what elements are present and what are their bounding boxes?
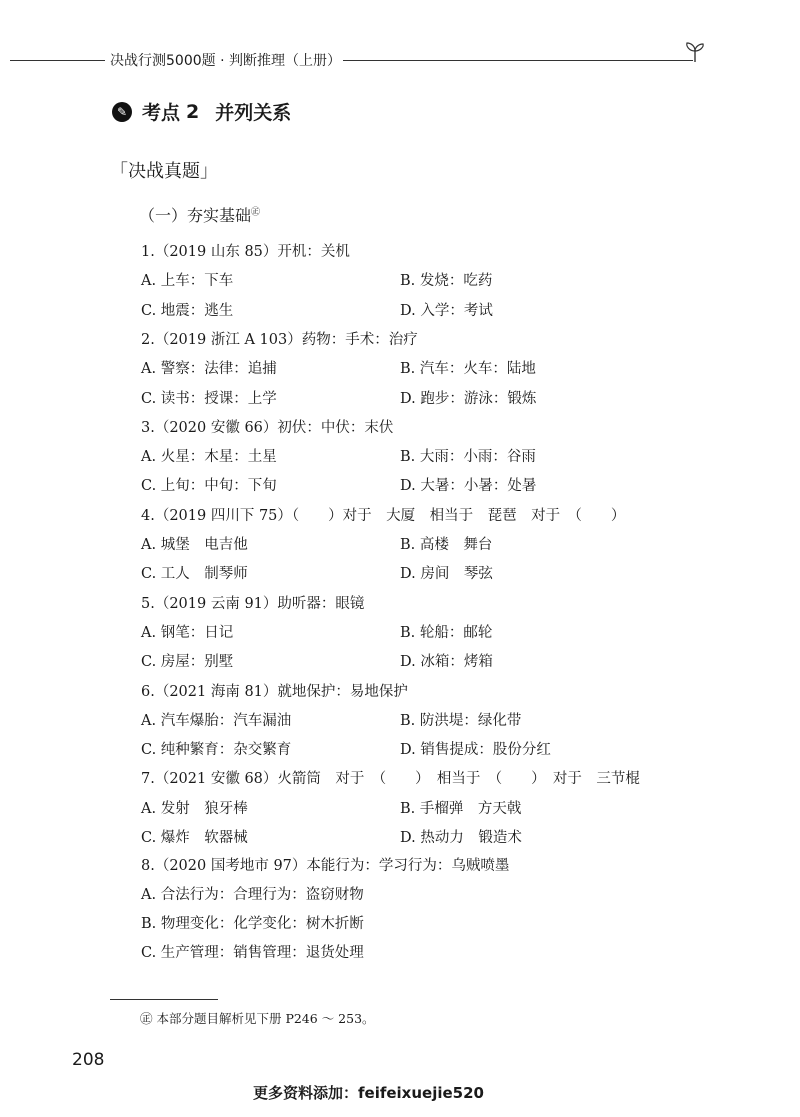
note-mark: ㊣ [251, 207, 261, 218]
option-a: A. 城堡 电吉他 [141, 537, 248, 553]
option-c: C. 上旬：中旬：下旬 [141, 478, 277, 495]
option-c: C. 房屋：别墅 [141, 654, 234, 671]
option-d: D. 热动力 锻造术 [400, 830, 522, 846]
option-d: D. 入学：考试 [400, 302, 493, 319]
option-c: C. 读书：授课：上学 [141, 390, 277, 407]
option-a: A. 上车：下车 [141, 273, 234, 290]
question-stem: 6.（2021 海南 81）就地保护：易地保护 [141, 683, 408, 700]
option-d: D. 冰箱：烤箱 [400, 654, 493, 671]
option-c: C. 纯种繁育：杂交繁育 [141, 742, 292, 759]
footnote: ㊣ 本部分题目解析见下册 P246 ～ 253。 [140, 1011, 375, 1026]
topic-title: 并列关系 [215, 102, 292, 124]
topic-label: 考点 [142, 102, 181, 124]
option-a: A. 警察：法律：追捕 [141, 361, 277, 378]
option-b: B. 汽车：火车：陆地 [400, 361, 536, 378]
header-rule-left [10, 60, 105, 61]
option-c: C. 爆炸 软器械 [141, 830, 248, 846]
option-d: D. 跑步：游泳：锻炼 [400, 390, 537, 407]
subsection-text: （一）夯实基础 [139, 206, 252, 225]
page-number: 208 [72, 1050, 105, 1070]
sprout-icon [683, 40, 707, 64]
question-stem: 2.（2019 浙江 A 103）药物：手术：治疗 [141, 331, 418, 348]
question-stem: 7.（2021 安徽 68）火箭筒 对于 （ ） 相当于 （ ） 对于 三节棍 [141, 771, 640, 788]
option-b: B. 轮船：邮轮 [400, 624, 493, 641]
option-b: B. 高楼 舞台 [400, 537, 493, 553]
option-b: B. 大雨：小雨：谷雨 [400, 449, 536, 466]
option-a: A. 发射 狼牙棒 [141, 800, 248, 817]
header-rule-right [343, 60, 693, 61]
option-d: D. 大暑：小暑：处暑 [400, 478, 537, 495]
option-c: C. 地震：逃生 [141, 302, 234, 319]
topic-number: 2 [186, 100, 200, 123]
question-stem: 3.（2020 安徽 66）初伏：中伏：末伏 [141, 419, 394, 436]
topic-heading [112, 98, 291, 125]
question-stem: 5.（2019 云南 91）助听器：眼镜 [141, 595, 365, 612]
running-header: 决战行测5000题 · 判断推理（上册） [110, 53, 341, 69]
question-stem: 1.（2019 山东 85）开机：关机 [141, 244, 350, 260]
topic-badge-icon: ✎ [112, 102, 132, 122]
option-d: D. 销售提成：股份分红 [400, 742, 551, 759]
question-stem: 4.（2019 四川下 75）（ ）对于 大厦 相当于 琵琶 对于 （ ） [141, 507, 626, 524]
watermark-text: 更多资料添加：feifeixuejie520 [253, 1084, 484, 1102]
option-d: D. 房间 琴弦 [400, 566, 493, 583]
option-b: B. 手榴弹 方天戟 [400, 800, 522, 817]
option-a: A. 汽车爆胎：汽车漏油 [141, 712, 292, 729]
option-c: C. 生产管理：销售管理：退货处理 [141, 945, 364, 961]
footnote-rule [110, 999, 218, 1000]
option-b: B. 防洪堤：绿化带 [400, 712, 522, 729]
question-stem: 8.（2020 国考地市 97）本能行为：学习行为：乌贼喷墨 [141, 858, 510, 874]
subsection-title [139, 203, 260, 226]
option-b: B. 发烧：吃药 [400, 273, 493, 290]
option-a: A. 合法行为：合理行为：盗窃财物 [141, 887, 364, 903]
option-a: A. 钢笔：日记 [141, 624, 234, 641]
option-b: B. 物理变化：化学变化：树木折断 [141, 916, 364, 932]
option-a: A. 火星：木星：土星 [141, 449, 277, 466]
option-c: C. 工人 制琴师 [141, 566, 248, 583]
section-title: 「决战真题」 [110, 161, 218, 182]
